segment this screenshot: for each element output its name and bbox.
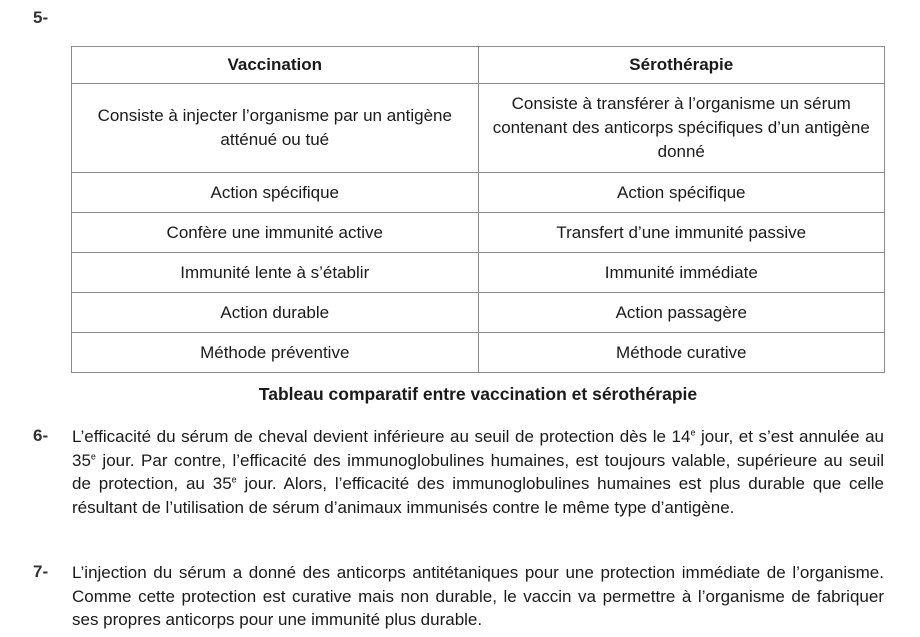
ordinal-superscript: e bbox=[90, 450, 96, 461]
ordinal-superscript: e bbox=[690, 427, 696, 438]
table-cell: Immunité lente à s’établir bbox=[72, 253, 479, 293]
answer-6-text: jour. Alors, l’efficacité des immunoglobulines humaines est plus durable que celle résultant de l’utilisation de sérum d’animaux immunisés contre le même type d’antigène. bbox=[72, 474, 885, 517]
answer-6-paragraph bbox=[72, 425, 884, 519]
table-row bbox=[72, 173, 885, 213]
table-row bbox=[72, 333, 885, 373]
table-cell: Consiste à transférer à l’organisme un sérum contenant des anticorps spécifiques d’un antigène donné bbox=[478, 84, 885, 173]
question-5-number: 5- bbox=[33, 8, 49, 27]
table-cell: Action passagère bbox=[478, 293, 885, 333]
table-cell: Consiste à injecter l’organisme par un antigène atténué ou tué bbox=[72, 84, 479, 173]
table-row bbox=[72, 253, 885, 293]
table-row bbox=[72, 84, 885, 173]
table-cell: Action durable bbox=[72, 293, 479, 333]
header-vaccination: Vaccination bbox=[72, 47, 479, 84]
table-caption: Tableau comparatif entre vaccination et sérothérapie bbox=[258, 384, 698, 404]
answer-6-text: jour, et s’est annulée au 35 bbox=[72, 427, 885, 470]
answer-6-text: jour. Par contre, l’efficacité des immunoglobulines humaines, est toujours valable, supérieure au seuil de protection, au 35 bbox=[72, 450, 884, 494]
header-serotherapie: Sérothérapie bbox=[478, 47, 885, 84]
table-cell: Méthode curative bbox=[478, 333, 885, 373]
table-header-row bbox=[72, 47, 885, 84]
table-cell: Confère une immunité active bbox=[72, 213, 479, 253]
question-6-number: 6- bbox=[33, 426, 49, 445]
ordinal-superscript: e bbox=[231, 474, 237, 485]
table-cell: Action spécifique bbox=[478, 173, 885, 213]
question-7-number: 7- bbox=[33, 562, 49, 581]
comparison-table bbox=[71, 46, 885, 373]
table-cell: Transfert d’une immunité passive bbox=[478, 213, 885, 253]
table-cell: Action spécifique bbox=[72, 173, 479, 213]
answer-7-paragraph: L’injection du sérum a donné des anticorps antitétaniques pour une protection immédiate de l’organisme. Comme cette protection est curative mais non durable, le vaccin va permettre à l’organisme de fabriquer ses propres anticorps pour une immunité plus durable. bbox=[72, 563, 884, 630]
table-row bbox=[72, 213, 885, 253]
table-cell: Immunité immédiate bbox=[478, 253, 885, 293]
answer-6-text: L’efficacité du sérum de cheval devient inférieure au seuil de protection dès le 14 bbox=[72, 427, 691, 446]
table-row bbox=[72, 293, 885, 333]
table-cell: Méthode préventive bbox=[72, 333, 479, 373]
